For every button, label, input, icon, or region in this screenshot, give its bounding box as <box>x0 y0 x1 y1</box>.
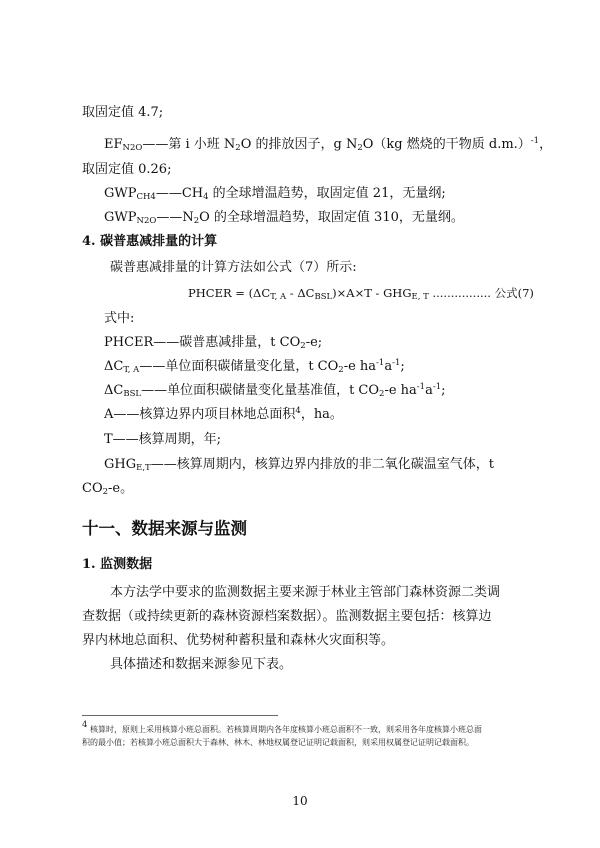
text-line: $EF_{N2O}——$第 i 小班 $N_2O$ 的排放因子，g $N_2O(kg$ 燃烧的干物质 d.m.）$^{-1}$， <box>104 136 553 153</box>
section-heading: 1. 监测数据 <box>82 557 153 572</box>
paragraph-line: 查数据（或持续更新的森林资源档案数据）。监测数据主要包括：核算边 <box>82 609 492 624</box>
paragraph-line: 本方法学中要求的监测数据主要来源于林业主管部门森林资源二类调 <box>110 585 501 600</box>
section-heading: 4. 碳普惠减排量的计算 <box>82 234 218 249</box>
paragraph-line: 界内林地总面积、优势树种蓄积量和森林火灾面积等。 <box>82 633 395 648</box>
chapter-heading: 十一、数据来源与监测 <box>82 519 247 538</box>
definition-line: A——核算边界内项目林地总面积$^4$，ha。 <box>104 406 343 422</box>
text-line: 取固定值 4.7; <box>82 105 164 120</box>
footnote-divider <box>82 715 278 716</box>
definition-line: $\Delta C_{T, A}——$单位面积碳储量变化量，t $CO_2-e$ $ha^{-1}a^{-1}$; <box>104 358 405 375</box>
page-number: 10 <box>292 794 308 808</box>
text-line: 碳普惠减排量的计算方法如公式（7）所示: <box>110 260 357 275</box>
footnote-continued: 积的最小值；若核算小班总面积大于森林、林木、林地权属登记证明记载面积，则采用权属登记证明记载面积。 <box>82 738 474 747</box>
definition-line: $CO_2-e$。 <box>82 481 134 497</box>
definition-line: $GHG_{E,T}——$核算周期内，核算边界内排放的非二氧化碳温室气体，t <box>104 457 494 473</box>
text-line: $GWP_{N2O}——N_2O$ 的全球增温趋势，取固定值 310，无量纲。 <box>104 210 464 226</box>
definition-line: PHCER——碳普惠减排量，t $CO_2-e$; <box>104 335 323 351</box>
text-line: $GWP_{CH4}——CH_4$ 的全球增温趋势，取固定值 21，无量纲; <box>104 186 446 202</box>
formula-7: PHCER = $(\Delta C_{T, A} - \Delta C_{BSL})\times A\times T - GHG_{E, T}$ ................ 公式(7) <box>188 286 534 302</box>
footnote: $^4$ 核算时，原则上采用核算小班总面积。若核算周期内各年度核算小班总面积不一致，则采用各年度核算小班总面 <box>82 720 482 734</box>
text-line: 取固定值 0.26; <box>82 162 172 177</box>
definition-line: $\Delta C_{BSL}——$单位面积碳储量变化量基准值，t $CO_2-e$ $ha^{-1}a^{-1}$; <box>104 382 446 399</box>
text-line: 式中: <box>104 311 135 326</box>
paragraph-line: 具体描述和数据来源参见下表。 <box>110 657 293 672</box>
definition-line: T——核算周期，年; <box>104 432 222 447</box>
